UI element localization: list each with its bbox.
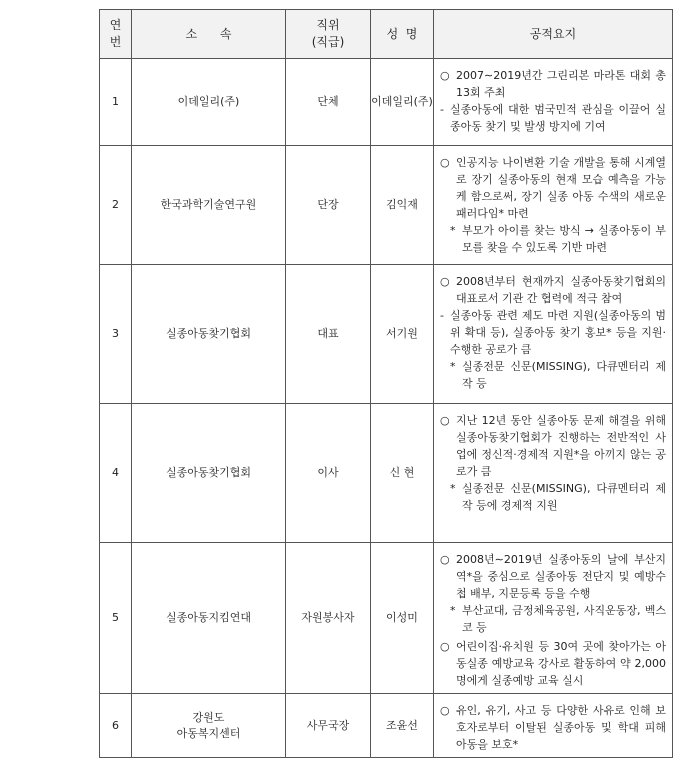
position-cell: 대표 <box>286 265 371 404</box>
table-row <box>100 543 673 694</box>
achievement-item <box>440 307 666 358</box>
name-cell: 김익재 <box>371 146 434 265</box>
achievement-item <box>440 480 666 514</box>
bullet-marker: * <box>450 360 456 373</box>
achievement-item <box>440 67 666 101</box>
achievement-item <box>440 638 666 689</box>
row-number: 4 <box>100 404 132 543</box>
position-cell: 단장 <box>286 146 371 265</box>
achievement-item <box>440 154 666 222</box>
row-number: 3 <box>100 265 132 404</box>
bullet-marker: ○ <box>440 69 450 82</box>
achievement-item <box>440 358 666 392</box>
table-row <box>100 59 673 146</box>
bullet-marker: ○ <box>440 156 450 169</box>
position-cell: 자원봉사자 <box>286 543 371 694</box>
achievement-item <box>440 101 666 135</box>
table-row <box>100 694 673 758</box>
achievement-text: 2007∼2019년간 그린리본 마라톤 대회 총 13회 주최 <box>456 69 666 99</box>
org-cell: 강원도 아동복지센터 <box>132 694 286 758</box>
header-achievements: 공적요지 <box>434 10 673 59</box>
org-cell: 한국과학기술연구원 <box>132 146 286 265</box>
header-row <box>100 10 673 59</box>
name-cell: 신 현 <box>371 404 434 543</box>
table-row <box>100 265 673 404</box>
table-row <box>100 146 673 265</box>
name-cell: 서기원 <box>371 265 434 404</box>
achievement-text: 부모가 아이를 찾는 방식 → 실종아동이 부모를 찾을 수 있도록 기반 마련 <box>462 224 666 254</box>
achievements-cell <box>434 543 673 694</box>
awardees-table <box>99 9 673 758</box>
bullet-marker: ○ <box>440 275 450 288</box>
row-number: 2 <box>100 146 132 265</box>
bullet-marker: ○ <box>440 414 450 427</box>
row-number: 5 <box>100 543 132 694</box>
name-cell: 이성미 <box>371 543 434 694</box>
achievement-text: 부산교대, 금정체육공원, 사직운동장, 벡스코 등 <box>462 604 666 634</box>
org-cell: 실종아동지킴연대 <box>132 543 286 694</box>
achievement-item <box>440 222 666 256</box>
bullet-marker: * <box>450 482 456 495</box>
header-org: 소 속 <box>132 10 286 59</box>
org-cell: 실종아동찾기협회 <box>132 265 286 404</box>
position-cell: 단체 <box>286 59 371 146</box>
bullet-marker: ○ <box>440 553 450 566</box>
bullet-marker: * <box>450 224 456 237</box>
bullet-marker: - <box>440 309 444 322</box>
table-row <box>100 404 673 543</box>
row-number: 6 <box>100 694 132 758</box>
achievement-text: 인공지능 나이변환 기술 개발을 통해 시계열로 장기 실종아동의 현재 모습 예측을 가능케 함으로써, 장기 실종 아동 수색의 새로운 패러다임* 마련 <box>456 156 666 220</box>
org-cell: 이데일리(주) <box>132 59 286 146</box>
achievements-cell <box>434 146 673 265</box>
position-cell: 사무국장 <box>286 694 371 758</box>
name-cell: 이데일리(주) <box>371 59 434 146</box>
achievement-text: 실종전문 신문(MISSING), 다큐멘터리 제작 등에 경제적 지원 <box>462 482 666 512</box>
achievement-text: 유인, 유기, 사고 등 다양한 사유로 인해 보호자로부터 이탈된 실종아동 및 학대 피해 아동을 보호* <box>456 704 666 751</box>
achievement-item <box>440 551 666 602</box>
achievement-text: 지난 12년 동안 실종아동 문제 해결을 위해 실종아동찾기협회가 진행하는 전반적인 사업에 정신적·경제적 지원*을 아끼지 않는 공로가 큼 <box>456 414 666 478</box>
bullet-marker: * <box>450 604 456 617</box>
achievement-text: 2008년부터 현재까지 실종아동찾기협회의 대표로서 기관 간 협력에 적극 참여 <box>456 275 666 305</box>
row-number: 1 <box>100 59 132 146</box>
table-body <box>100 59 673 758</box>
header-no: 연 번 <box>100 10 132 59</box>
header-position: 직위 (직급) <box>286 10 371 59</box>
bullet-marker: - <box>440 103 444 116</box>
achievements-cell <box>434 404 673 543</box>
achievements-cell <box>434 59 673 146</box>
achievement-text: 어린이집·유치원 등 30여 곳에 찾아가는 아동실종 예방교육 강사로 활동하여 약 2,000명에게 실종예방 교육 실시 <box>456 640 666 687</box>
org-cell: 실종아동찾기협회 <box>132 404 286 543</box>
header-name: 성 명 <box>371 10 434 59</box>
achievement-item <box>440 602 666 636</box>
achievements-cell <box>434 694 673 758</box>
achievement-item <box>440 412 666 480</box>
achievements-cell <box>434 265 673 404</box>
bullet-marker: ○ <box>440 704 450 717</box>
name-cell: 조윤선 <box>371 694 434 758</box>
achievement-text: 실종아동에 대한 범국민적 관심을 이끌어 실종아동 찾기 및 발생 방지에 기여 <box>450 103 666 133</box>
achievement-text: 실종전문 신문(MISSING), 다큐멘터리 제작 등 <box>462 360 666 390</box>
bullet-marker: ○ <box>440 640 450 653</box>
achievement-item <box>440 273 666 307</box>
position-cell: 이사 <box>286 404 371 543</box>
achievement-text: 2008년∼2019년 실종아동의 날에 부산지역*을 중심으로 실종아동 전단지 및 예방수첩 배부, 지문등록 등을 수행 <box>456 553 666 600</box>
achievement-item <box>440 702 666 753</box>
achievement-text: 실종아동 관련 제도 마련 지원(실종아동의 범위 확대 등), 실종아동 찾기 홍보* 등을 지원·수행한 공로가 큼 <box>450 309 666 356</box>
